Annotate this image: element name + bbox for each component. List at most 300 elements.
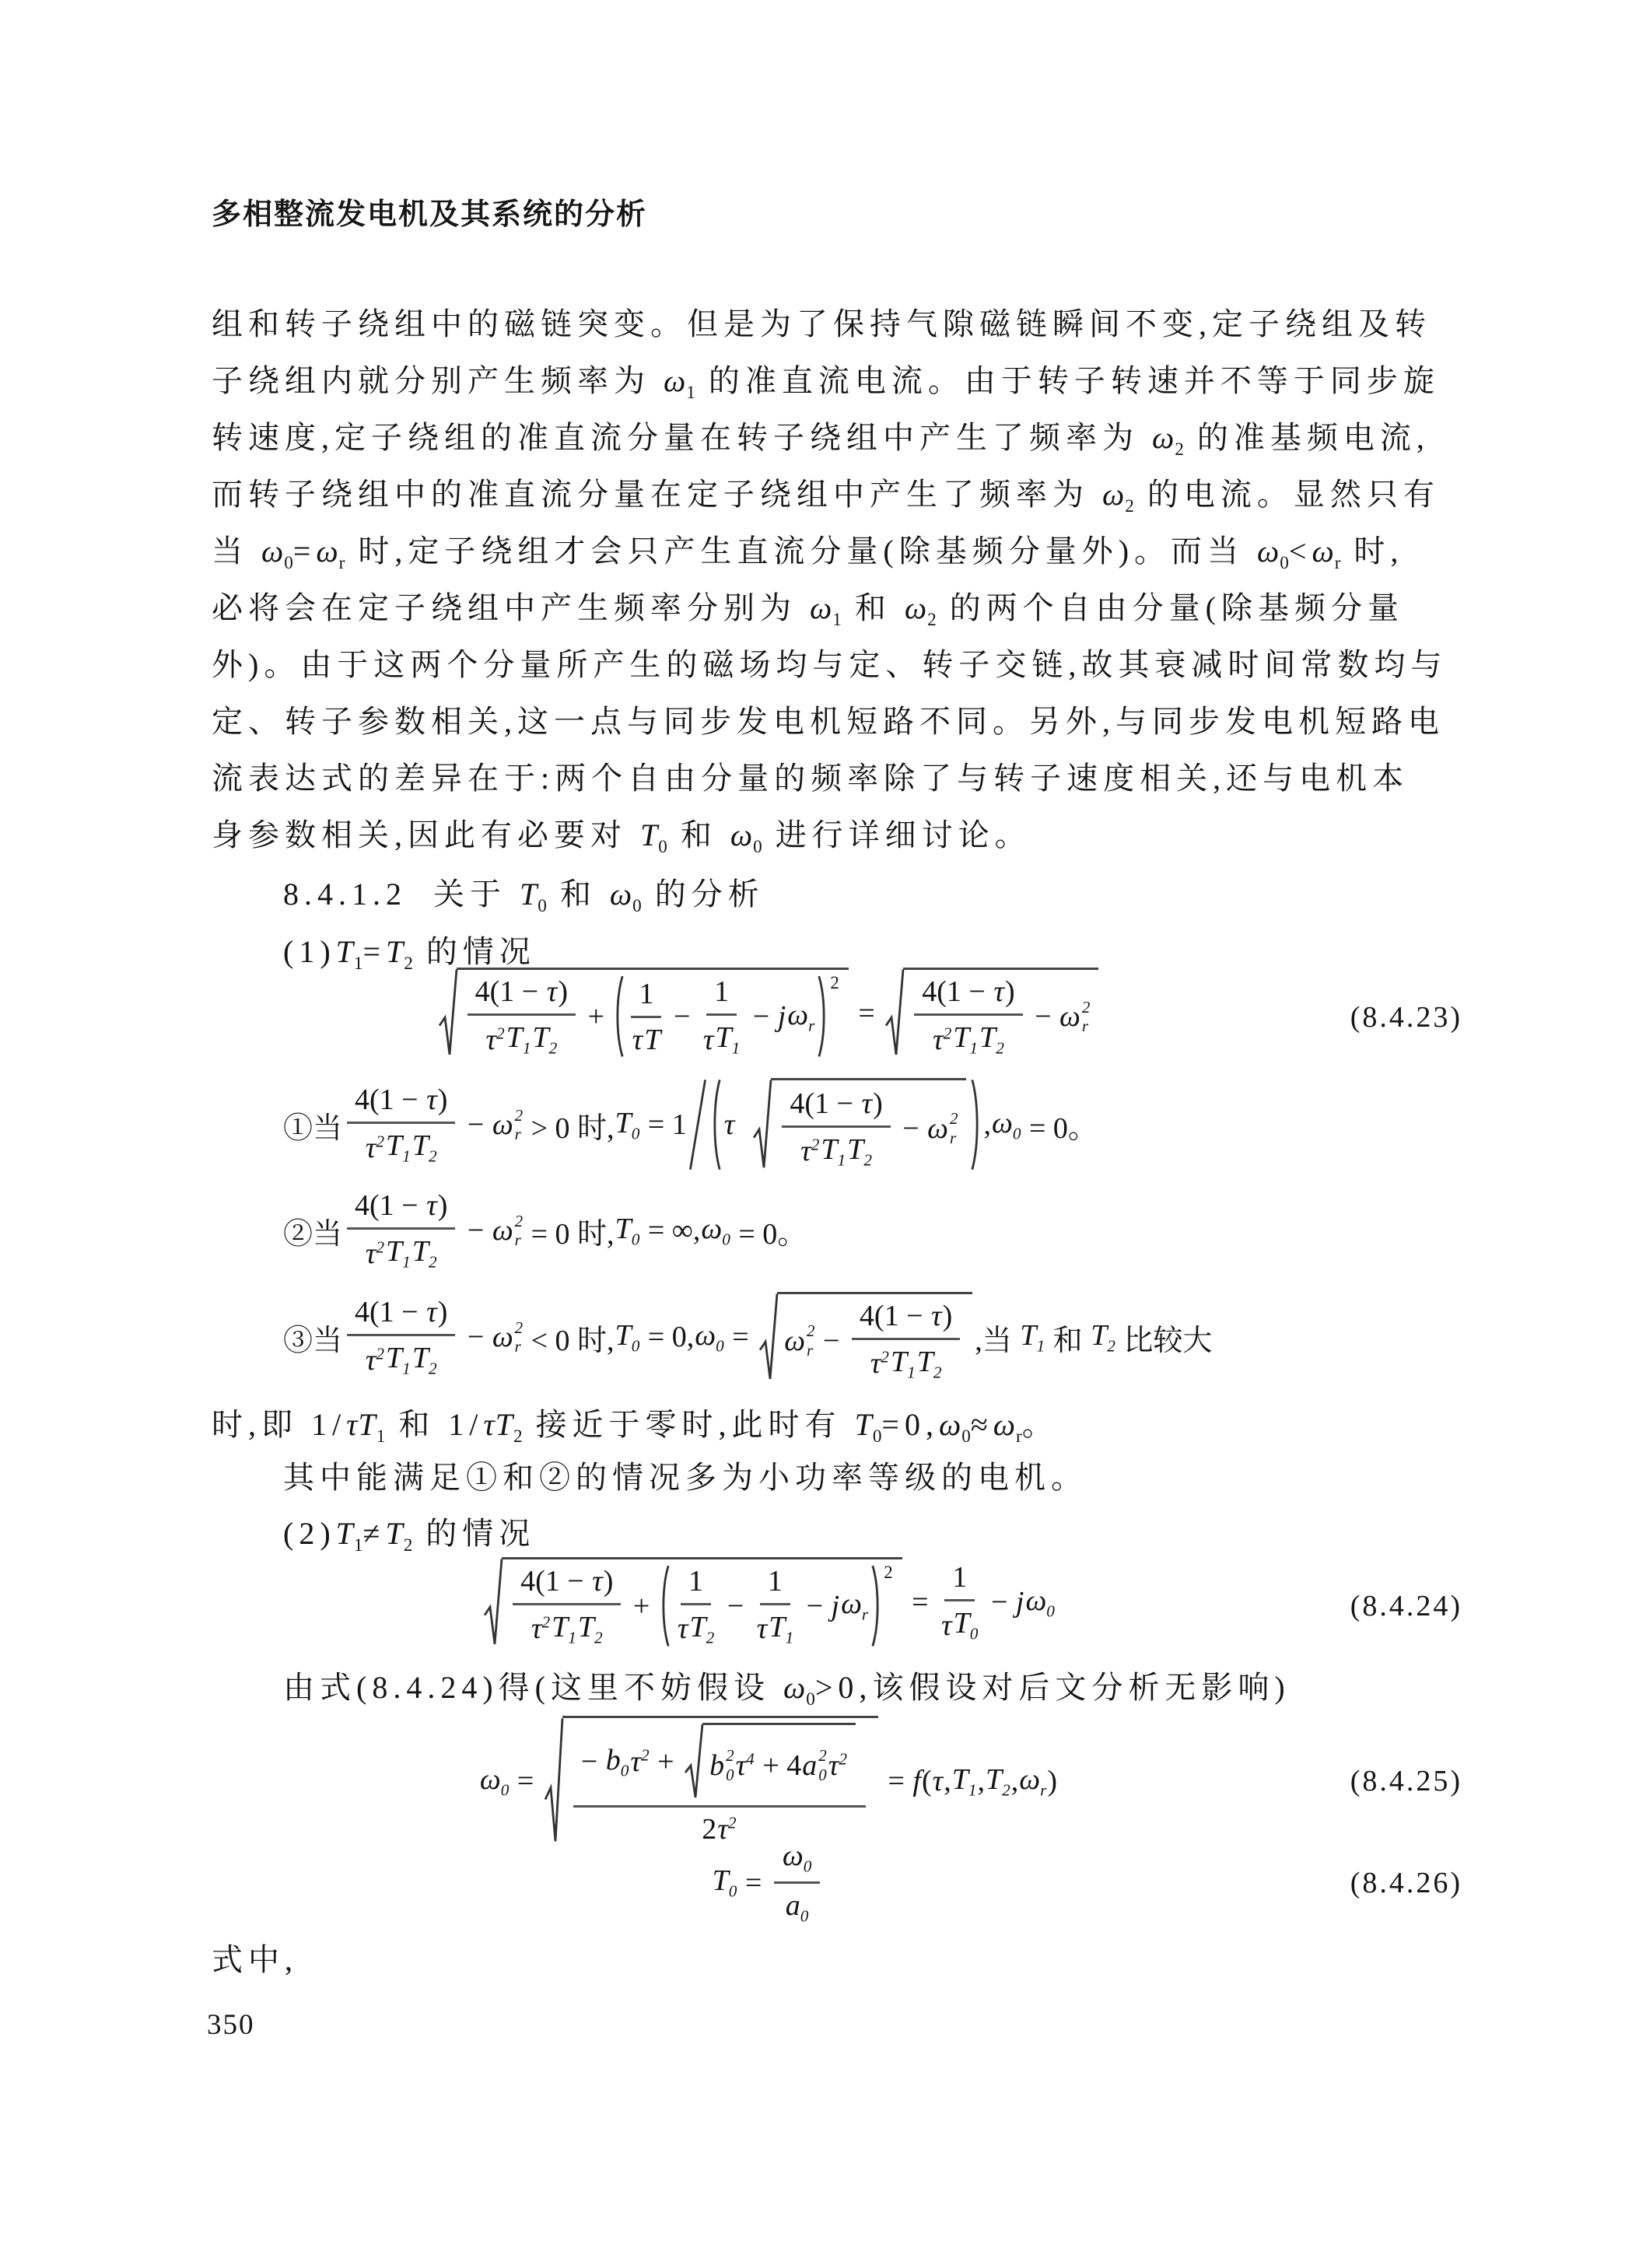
math-variable: $\omega_0$ (991, 1106, 1021, 1143)
math-subscript: 2 (863, 1150, 872, 1170)
math-variable: $T_2$ (916, 1345, 942, 1382)
math-variable: τ (702, 1023, 714, 1056)
math-text: > 0 时, (524, 1111, 615, 1145)
math-fraction (468, 975, 576, 1059)
math-subscript: r (950, 1128, 957, 1147)
math-variable: $T_0$ (615, 1318, 640, 1356)
math-text: ) (437, 1083, 448, 1117)
math-numerator (774, 1839, 820, 1884)
math-denominator (870, 1340, 943, 1383)
math-text: 4(1 − (355, 1083, 426, 1117)
math-subscript: 2 (996, 1038, 1004, 1058)
math-numerator (706, 975, 737, 1016)
left-paren-icon (710, 1078, 722, 1171)
derivation-line: 由式(8.4.24)得(这里不妨假设 $\omega_0>0$,该假设对后文分析无影响) (283, 1670, 1291, 1710)
math-variable: τ (932, 1765, 944, 1797)
math-sqrt (684, 1723, 856, 1801)
math-numerator (468, 975, 576, 1016)
math-text: = 0, (640, 1321, 695, 1353)
math-numerator (944, 1560, 975, 1601)
math-row (625, 975, 817, 1059)
math-variable: $T_2$ (847, 1132, 872, 1170)
math-variable: $\omega_r$ (787, 998, 815, 1035)
math-variable: $T_2$ (532, 1021, 558, 1058)
math-fraction (756, 1564, 794, 1648)
math-row (520, 1564, 613, 1598)
left-paren-icon (659, 1564, 671, 1648)
math-row (355, 1295, 447, 1329)
radical-icon (438, 968, 458, 1059)
math-fraction (677, 1564, 715, 1648)
math-subscript: 2 (428, 1359, 437, 1378)
math-text: ) (558, 975, 569, 1009)
math-fraction (347, 1083, 455, 1167)
math-denominator (677, 1605, 715, 1648)
math-paren-superscript: 2 (830, 973, 839, 993)
math-text: + (650, 1745, 682, 1778)
math-variable: τ (632, 1023, 643, 1056)
math-superscript: 2 (541, 1612, 551, 1632)
math-variable: $T_0$ (953, 1607, 979, 1643)
equation-8-4-26 (210, 1839, 1466, 1926)
body-line-9: 流表达式的差异在于:两个自由分量的频率除了与转子速度相关,还与电机本 (212, 761, 1410, 796)
math-sqrt-body (702, 1723, 856, 1801)
math-variable-base: a (802, 1748, 818, 1782)
math-text: 1 (952, 1561, 968, 1594)
math-text: − (799, 1589, 831, 1622)
math-variable: f (912, 1765, 921, 1797)
math-variable: $T_1$ (506, 1021, 531, 1058)
right-paren-icon (970, 1078, 982, 1171)
math-variable: $T_2$ (979, 1021, 1004, 1058)
satisfy-note-line: 其中能满足①和②的情况多为小功率等级的电机。 (283, 1460, 1087, 1495)
math-text: ,当 (975, 1324, 1020, 1357)
math-denominator (365, 1336, 438, 1379)
math-text: 1 (688, 1564, 704, 1598)
math-sqrt (483, 1557, 902, 1648)
math-scripts (818, 1746, 826, 1783)
math-subscript: 0 (716, 1336, 724, 1356)
math-text: 4(1 − (790, 1087, 861, 1120)
equation-8-4-24-math (481, 1557, 1056, 1656)
math-variable: $\tau^2$ (828, 1748, 847, 1782)
math-superscript: 2 (943, 1023, 952, 1042)
math-variable: τ (756, 1612, 768, 1645)
math-variable (1059, 998, 1090, 1035)
math-row (712, 1839, 825, 1926)
math-fraction (702, 975, 741, 1059)
math-variable-base: ω (784, 1324, 806, 1357)
math-variable: $\omega_0$ (782, 1839, 812, 1876)
math-row (365, 1234, 438, 1272)
math-superscript: 2 (514, 1318, 524, 1337)
item-3-continuation-line: 时,即 $1/\tau T_1$ 和 $1/\tau T_2$ 接近于零时,此时有 $T_0=0,\omega_0\approx\omega_r$。 (212, 1407, 1059, 1447)
math-variable-base: b (709, 1748, 725, 1782)
math-row (283, 1292, 1212, 1383)
math-scripts (515, 1106, 523, 1143)
math-denominator (940, 1601, 979, 1644)
math-numerator (852, 1299, 960, 1340)
math-subscript: 1 (785, 1628, 794, 1647)
math-sqrt-body (457, 968, 849, 1059)
math-denominator (932, 1016, 1005, 1059)
equation-8-4-24-number: (8.4.24) (1350, 1590, 1462, 1622)
math-fraction (347, 1188, 455, 1272)
math-fraction (852, 1299, 960, 1383)
math-sqrt-body (562, 1716, 878, 1846)
math-subscript: 1 (837, 1150, 846, 1170)
math-sqrt-body (777, 1292, 972, 1383)
math-denominator (365, 1124, 438, 1167)
math-text: ) (603, 1564, 614, 1598)
math-numerator (760, 1564, 790, 1605)
math-row (722, 1078, 971, 1171)
math-variable: T (644, 1023, 661, 1056)
math-numerator (347, 1295, 455, 1336)
math-variable: τ (993, 975, 1004, 1009)
math-variable: $T_0$ (712, 1864, 737, 1901)
math-variable: $T_0$ (615, 1106, 640, 1143)
math-text: 1 (639, 977, 654, 1010)
math-denominator (785, 1884, 810, 1927)
math-row (531, 1610, 604, 1648)
math-text: + (625, 1589, 657, 1622)
math-text: = (737, 1866, 769, 1899)
math-superscript: 2 (376, 1131, 385, 1150)
math-subscript: 0 (500, 1780, 510, 1800)
math-variable: τ (592, 1564, 603, 1598)
math-subscript: 0 (631, 1336, 640, 1356)
math-variable: $\omega_r$ (1019, 1762, 1047, 1800)
math-variable: $\tau^2$ (800, 1135, 820, 1167)
math-subscript: 0 (818, 1765, 827, 1784)
case-1-intro: $(1)T_1=T_2$ 的情况 (283, 934, 536, 974)
math-row (800, 1132, 873, 1171)
case-item-3 (283, 1279, 1212, 1395)
math-numerator (347, 1188, 455, 1230)
math-text: − (460, 1108, 492, 1141)
math-text: < 0 时, (524, 1324, 615, 1357)
math-subscript: 0 (800, 1906, 809, 1926)
math-superscript: 2 (376, 1343, 385, 1363)
math-row (860, 1299, 952, 1333)
math-row (790, 1087, 882, 1121)
math-text: 比较大 (1115, 1324, 1213, 1357)
math-row (481, 1557, 1056, 1648)
math-superscript: 2 (376, 1237, 385, 1256)
math-superscript: 2 (514, 1211, 524, 1230)
math-variable: $\tau^2$ (933, 1023, 952, 1056)
math-variable-base: ω (927, 1111, 949, 1145)
math-row (365, 1341, 438, 1379)
math-subscript: 2 (1002, 1780, 1010, 1800)
math-text: 4(1 − (355, 1189, 426, 1223)
math-row (581, 1723, 858, 1801)
math-subscript: r (861, 1605, 869, 1624)
math-subscript: 0 (631, 1230, 640, 1249)
math-variable: $\tau^2$ (531, 1612, 551, 1645)
math-text: 4(1 − (475, 975, 546, 1009)
case-2-intro: $(2)T_1\ne T_2$ 的情况 (283, 1516, 536, 1556)
math-subscript: r (514, 1125, 521, 1143)
math-text: − (720, 1589, 751, 1622)
math-text: = 1 (640, 1108, 687, 1141)
math-variable: $\omega_0$ (695, 1318, 724, 1356)
math-variable-base: ω (492, 1108, 513, 1141)
math-text: − (1027, 1000, 1059, 1033)
math-subscript: r (514, 1230, 521, 1249)
math-scripts (726, 1746, 734, 1783)
radical-icon (544, 1716, 564, 1846)
math-subscript: 2 (706, 1628, 715, 1647)
math-text: 4(1 − (520, 1564, 592, 1598)
math-superscript: 2 (950, 1109, 958, 1129)
math-variable: $T_1$ (386, 1235, 411, 1272)
equation-8-4-23 (210, 957, 1466, 1077)
body-line-8: 定、转子参数相关,这一点与同步发电机短路不同。另外,与同步发电机短路电 (212, 704, 1445, 739)
math-variable (709, 1746, 734, 1783)
math-subscript: 0 (728, 1881, 737, 1901)
radical-icon (684, 1723, 704, 1801)
equation-8-4-24 (210, 1548, 1466, 1664)
body-line-2: 子绕组内就分别产生频率为 $\omega_1$ 的准直流电流。由于转子转速并不等于同步旋 (212, 363, 1440, 403)
math-text: 2 (702, 1813, 717, 1846)
math-subscript: 2 (548, 1038, 558, 1058)
math-text: ) (1004, 975, 1015, 1009)
math-variable: τ (426, 1083, 437, 1117)
math-subscript: 0 (1046, 1601, 1055, 1621)
math-row (632, 1023, 662, 1057)
math-variable: $T_1$ (890, 1345, 916, 1382)
body-line-10: 身参数相关,因此有必要对 $T_0$ 和 $\omega_0$ 进行详细讨论。 (212, 817, 1031, 857)
math-variable: τ (546, 975, 558, 1009)
math-variable (492, 1212, 523, 1249)
math-superscript: 2 (1081, 997, 1091, 1017)
math-sqrt-body (502, 1557, 902, 1648)
math-text: − (580, 1745, 605, 1778)
math-subscript: 0 (726, 1765, 734, 1784)
math-variable (492, 1106, 523, 1143)
math-variable (802, 1746, 826, 1783)
math-text: − (815, 1324, 847, 1357)
math-text: , (944, 1765, 951, 1797)
case-item-2 (283, 1172, 807, 1289)
math-text: 和 (1045, 1324, 1091, 1357)
math-row (870, 1345, 943, 1383)
math-variable: $T_1$ (715, 1021, 741, 1058)
body-line-3: 转速度,定子绕组的准直流分量在转子绕组中产生了频率为 $\omega_2$ 的准基频电流, (212, 420, 1430, 460)
math-subscript: 1 (402, 1359, 411, 1378)
page-number: 350 (207, 2009, 255, 2041)
radical-icon (483, 1557, 503, 1648)
math-subscript: 1 (968, 1780, 977, 1800)
math-fraction (782, 1087, 890, 1171)
math-text: = ∞, (640, 1214, 701, 1247)
equation-8-4-26-math (712, 1839, 825, 1926)
math-subscript: 0 (631, 1124, 640, 1143)
equation-8-4-25-number: (8.4.25) (1350, 1765, 1462, 1797)
math-variable: $\tau^2$ (630, 1745, 650, 1778)
math-numerator (573, 1723, 866, 1808)
math-subscript: 1 (568, 1628, 576, 1647)
math-sqrt (544, 1716, 878, 1846)
math-text: ) (1047, 1765, 1058, 1797)
math-variable: $T_2$ (412, 1342, 437, 1378)
big-slash-icon (688, 1078, 707, 1171)
math-subscript: r (514, 1337, 521, 1356)
math-fraction (513, 1564, 621, 1648)
math-fraction (940, 1560, 979, 1644)
math-superscript: 2 (839, 1748, 847, 1768)
left-paren-icon (613, 975, 625, 1059)
math-superscript: 2 (881, 1347, 889, 1367)
math-text: + 4 (755, 1748, 802, 1782)
body-line-6: 必将会在定子绕组中产生频率分别为 $\omega_1$ 和 $\omega_2$ 的两个自由分量(除基频分量 (212, 590, 1405, 630)
math-variable: $T_2$ (412, 1129, 437, 1166)
math-subscript: 1 (522, 1038, 531, 1058)
math-variable (492, 1318, 523, 1356)
math-text: , (983, 1108, 991, 1141)
case-item-1 (283, 1066, 1098, 1183)
math-row (283, 1078, 1098, 1171)
math-denominator (800, 1128, 873, 1171)
math-variable: $\tau^2$ (365, 1237, 385, 1270)
running-head: 多相整流发电机及其系统的分析 (212, 197, 648, 231)
math-row (485, 1020, 558, 1059)
math-sqrt-body (903, 968, 1098, 1059)
math-variable: $\tau^2$ (365, 1131, 385, 1164)
math-row (677, 1610, 715, 1648)
math-variable: τ (941, 1608, 952, 1642)
radical-icon (884, 968, 905, 1059)
math-superscript: 2 (514, 1105, 524, 1125)
math-row (702, 1020, 741, 1059)
math-scripts (1082, 998, 1090, 1035)
math-variable: τ (861, 1087, 873, 1120)
math-row (922, 975, 1014, 1009)
math-text: = (850, 996, 883, 1030)
math-fraction (347, 1295, 455, 1379)
math-variable: $\omega_0$ (701, 1212, 730, 1249)
math-variable: $T_1$ (951, 1762, 977, 1800)
math-text: 4(1 − (355, 1296, 426, 1329)
math-variable: $T_2$ (412, 1235, 437, 1272)
math-subscript: 0 (620, 1761, 629, 1780)
math-numerator (631, 977, 661, 1018)
body-line-1: 组和转子绕组中的磁链突变。但是为了保持气隙磁链瞬间不变,定子绕组及转 (212, 306, 1431, 341)
math-numerator (914, 975, 1022, 1016)
math-paren-superscript: 2 (884, 1562, 893, 1582)
math-parenthesized (659, 1564, 893, 1648)
radical-icon (752, 1078, 772, 1171)
math-variable: $b_0$ (605, 1743, 629, 1780)
math-variable: $T_2$ (689, 1610, 715, 1647)
math-variable (784, 1321, 814, 1359)
math-sqrt-body (771, 1078, 966, 1171)
math-row (756, 1610, 794, 1648)
math-superscript: 2 (727, 1813, 737, 1832)
math-text: + (580, 1000, 612, 1033)
math-text: − (460, 1214, 492, 1247)
math-variable: $\omega_0$ (1025, 1584, 1055, 1621)
math-superscript: 4 (746, 1748, 755, 1768)
math-text: ( (921, 1765, 932, 1797)
math-subscript: 0 (803, 1857, 812, 1876)
math-variable: $T_1$ (552, 1610, 576, 1647)
math-fraction (914, 975, 1022, 1059)
math-row (940, 1606, 979, 1644)
math-text: = (510, 1765, 541, 1797)
math-row (479, 1716, 1057, 1846)
math-parenthesized (710, 1078, 982, 1171)
math-variable: $\tau^2$ (717, 1813, 737, 1846)
section-heading: 8.4.1.2 关于 $T_0$ 和 $\omega_0$ 的分析 (283, 877, 765, 916)
math-variable: $\tau^4$ (735, 1748, 755, 1782)
math-variable: τ (931, 1299, 942, 1332)
math-sqrt (758, 1292, 972, 1383)
math-denominator (485, 1016, 558, 1059)
math-variable: $\tau^2$ (365, 1343, 385, 1377)
math-variable: $T_0$ (615, 1212, 640, 1249)
math-variable: $\omega_r$ (841, 1587, 869, 1624)
math-variable: $T_1$ (821, 1132, 846, 1170)
math-scripts (515, 1318, 523, 1356)
equation-8-4-25 (210, 1715, 1466, 1847)
math-text: = 0。 (730, 1217, 807, 1251)
math-variable: $\tau^2$ (485, 1023, 505, 1056)
math-subscript: r (1040, 1780, 1047, 1800)
math-text: − (666, 1000, 698, 1033)
math-text: 1 (714, 975, 730, 1009)
math-text: 1 (767, 1564, 783, 1598)
math-variable-base: ω (492, 1321, 513, 1353)
math-text: = 0 时, (524, 1217, 615, 1251)
math-subscript: 1 (402, 1146, 411, 1166)
math-superscript: 2 (496, 1023, 505, 1042)
math-subscript: 1 (907, 1363, 916, 1382)
math-row (355, 1083, 447, 1117)
math-row (355, 1188, 447, 1223)
math-denominator (365, 1230, 438, 1272)
math-subscript: 0 (969, 1624, 979, 1643)
math-subscript: 2 (594, 1628, 603, 1647)
math-fraction (573, 1723, 866, 1846)
math-text: ) (437, 1189, 448, 1223)
math-text: = (880, 1765, 912, 1797)
math-numerator (782, 1087, 890, 1128)
math-subscript: 0 (722, 1230, 730, 1249)
math-subscript: 2 (428, 1252, 437, 1272)
math-parenthesized (613, 975, 839, 1059)
math-sqrt (438, 968, 849, 1059)
math-subscript: 1 (1036, 1336, 1045, 1356)
math-text: , (977, 1765, 985, 1797)
math-row (436, 968, 1101, 1059)
math-row (283, 1188, 807, 1272)
math-variable: τ (723, 1108, 735, 1141)
equation-8-4-23-math (436, 968, 1101, 1066)
math-text: ) (437, 1296, 448, 1329)
math-text: , (1010, 1765, 1019, 1797)
math-variable: $a_0$ (785, 1889, 809, 1926)
math-text: = 0。 (1021, 1111, 1098, 1145)
math-text: 4(1 − (859, 1299, 931, 1332)
math-text: − (460, 1321, 492, 1353)
math-sqrt (752, 1078, 966, 1171)
math-denominator (531, 1605, 604, 1648)
math-text: 4(1 − (922, 975, 993, 1009)
math-text (735, 1108, 750, 1142)
